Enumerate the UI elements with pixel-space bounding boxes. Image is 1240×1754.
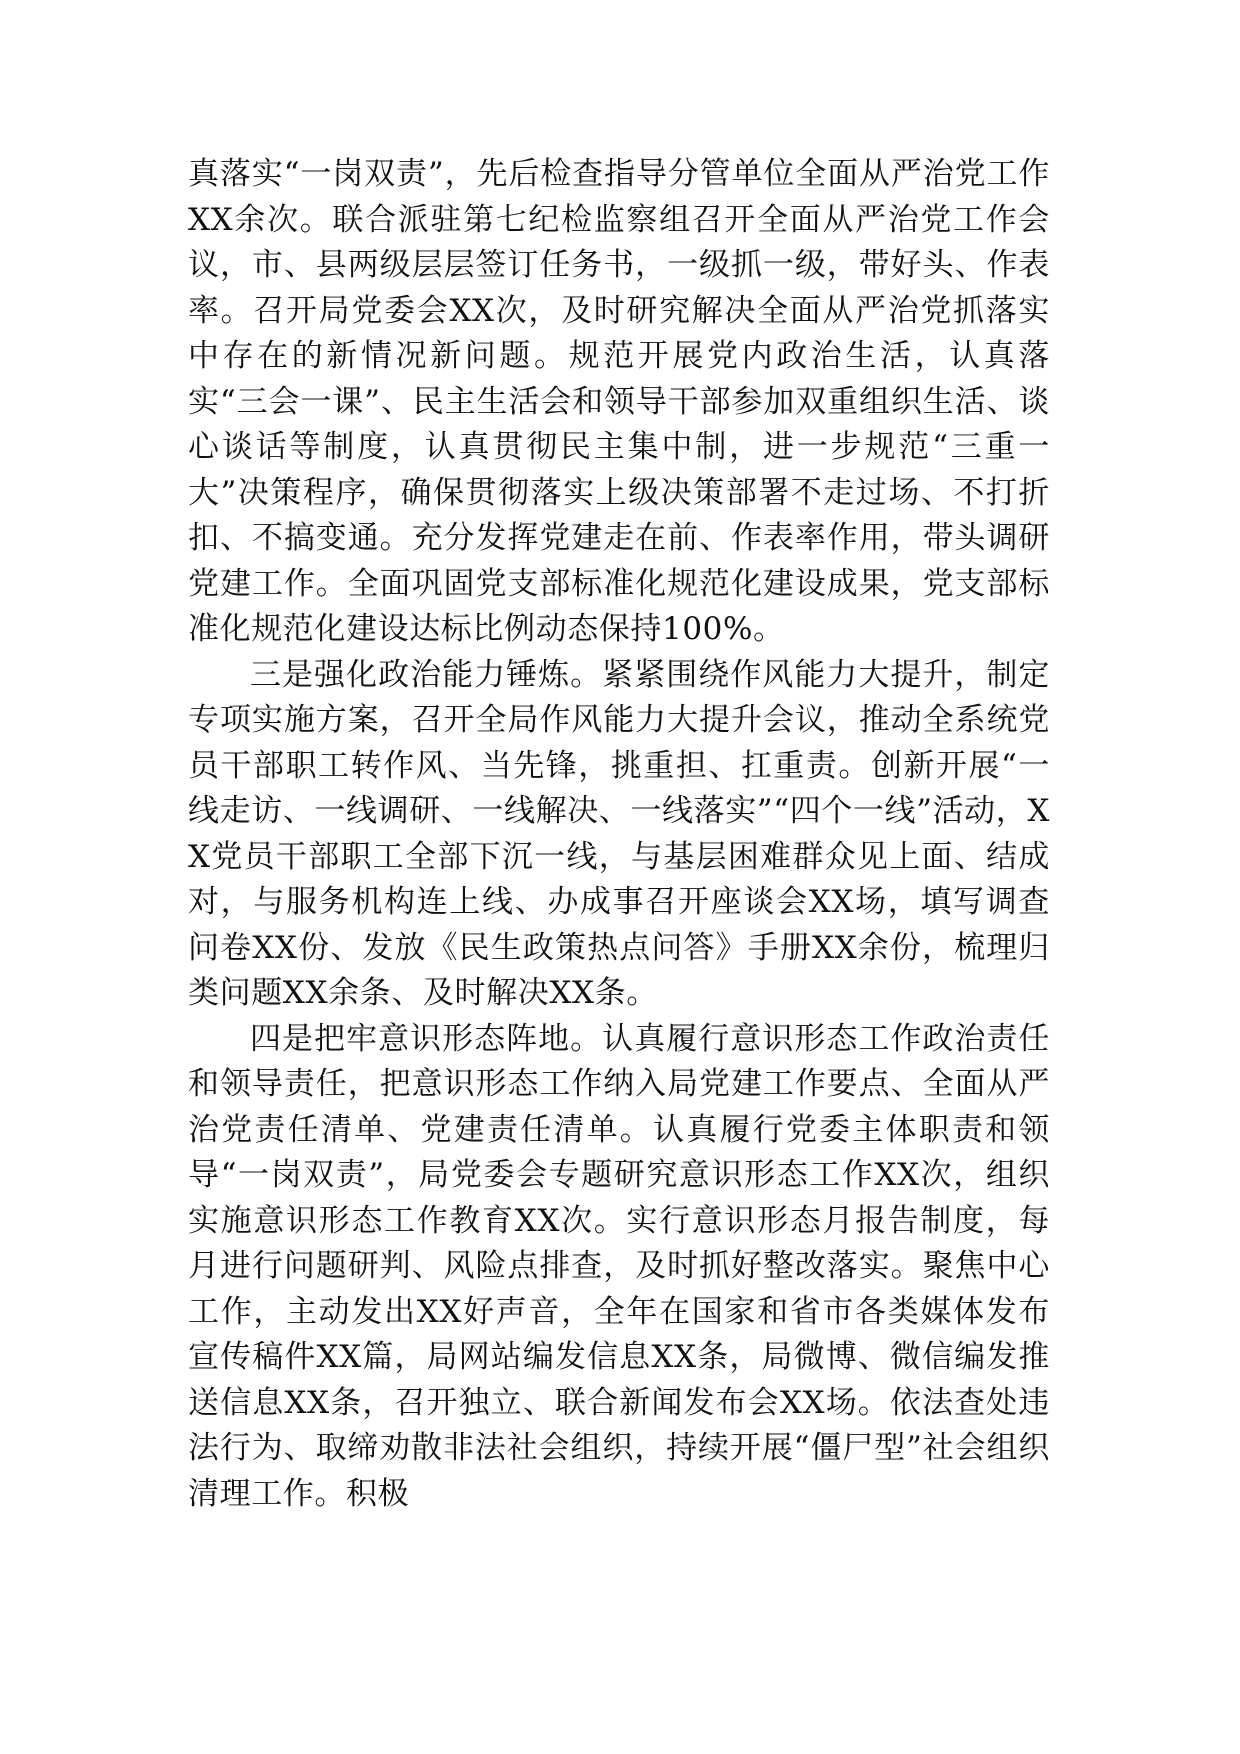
paragraph-1: 真落实“一岗双责”，先后检查指导分管单位全面从严治党工作XX余次。联合派驻第七纪检监察组召开全面从严治党工作会议，市、县两级层层签订任务书，一级抓一级，带好头、作表率。召开局党委会XX次，及时研究解决全面从严治党抓落实中存在的新情况新问题。规范开展党内政治生活，认真落实“三会一课”、民主生活会和领导干部参加双重组织生活、谈心谈话等制度，认真贯彻民主集中制，进一步规范“三重一大”决策程序，确保贯彻落实上级决策部署不走过场、不打折扣、不搞变通。充分发挥党建走在前、作表率作用，带头调研党建工作。全面巩固党支部标准化规范化建设成果，党支部标准化规范化建设达标比例动态保持100%。 <box>188 156 1050 647</box>
paragraph-2: 三是强化政治能力锤炼。紧紧围绕作风能力大提升，制定专项实施方案，召开全局作风能力大提升会议，推动全系统党员干部职工转作风、当先锋，挑重担、扛重责。创新开展“一线走访、一线调研、一线解决、一线落实”“四个一线”活动，XX党员干部职工全部下沉一线，与基层困难群众见上面、结成对，与服务机构连上线、办成事召开座谈会XX场，填写调查问卷XX份、发放《民生政策热点问答》手册XX余份，梳理归类问题XX余条、及时解决XX条。 <box>188 656 1051 1011</box>
paragraph-3: 四是把牢意识形态阵地。认真履行意识形态工作政治责任和领导责任，把意识形态工作纳入局党建工作要点、全面从严治党责任清单、党建责任清单。认真履行党委主体职责和领导“一岗双责”，局党委会专题研究意识形态工作XX次，组织实施意识形态工作教育XX次。实行意识形态月报告制度，每月进行问题研判、风险点排查，及时抓好整改落实。聚焦中心工作，主动发出XX好声音，全年在国家和省市各类媒体发布宣传稿件XX篇，局网站编发信息XX条，局微博、微信编发推送信息XX条，召开独立、联合新闻发布会XX场。依法查处违法行为、取缔劝散非法社会组织，持续开展“僵尸型”社会组织清理工作。积极 <box>188 1020 1050 1512</box>
document-body <box>188 152 1050 1517</box>
